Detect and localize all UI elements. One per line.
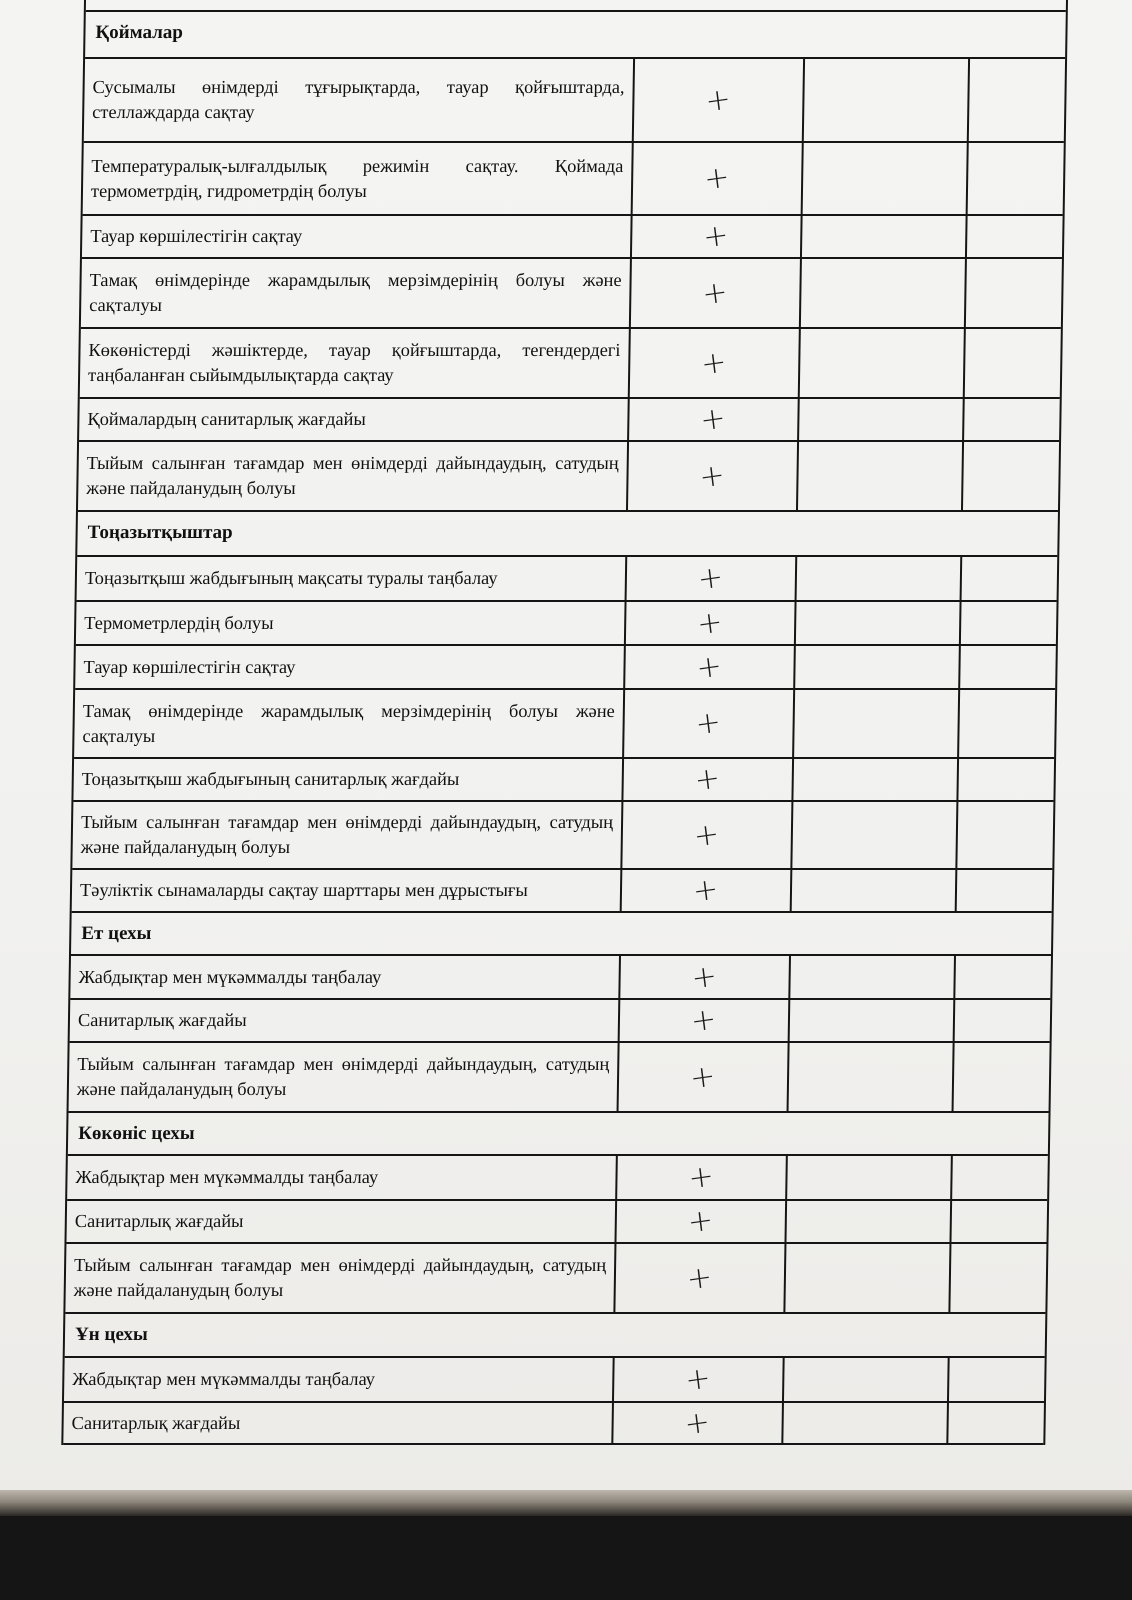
section-heading: Ұн цехы [65, 1314, 1046, 1358]
handwritten-plus-mark: + [695, 603, 725, 643]
empty-cell [791, 759, 957, 800]
empty-cell [955, 802, 1053, 868]
compliance-mark-cell [615, 1156, 786, 1199]
table-row [74, 690, 1055, 759]
empty-cell [788, 956, 954, 998]
empty-cell [952, 1043, 1050, 1111]
table-row [83, 143, 1064, 216]
empty-cell [957, 690, 1055, 757]
checklist-table [61, 0, 1068, 1445]
table-row [80, 329, 1061, 399]
requirement-text: Сусымалы өнімдерді тұғырықтарда, тауар қойғыштарда, стеллаждарда сақтау [92, 77, 625, 122]
handwritten-plus-mark: + [702, 159, 732, 198]
handwritten-plus-mark: + [693, 760, 723, 799]
requirement-cell [63, 1403, 612, 1443]
requirement-cell [70, 956, 619, 998]
table-row [70, 956, 1051, 1000]
table-row [64, 1358, 1045, 1403]
compliance-mark-cell [613, 1244, 784, 1312]
requirement-text: Қоймалардың санитарлық жағдайы [87, 409, 366, 429]
requirement-text: Термометрлердің болуы [84, 612, 274, 633]
table-row [84, 59, 1065, 143]
requirement-cell [67, 1156, 616, 1199]
empty-cell [800, 216, 966, 257]
empty-cell [949, 1201, 1047, 1242]
empty-cell [793, 646, 959, 688]
empty-cell [797, 399, 963, 440]
compliance-mark-cell [617, 1043, 788, 1111]
empty-cell [782, 1358, 948, 1401]
empty-cell [790, 870, 956, 911]
requirement-text: Тауар көршілестігін сақтау [83, 656, 296, 677]
requirement-cell [75, 646, 624, 688]
empty-cell [967, 59, 1065, 141]
requirement-cell [73, 759, 622, 800]
handwritten-plus-mark: + [697, 456, 728, 496]
handwritten-plus-mark: + [703, 80, 734, 120]
handwritten-plus-mark: + [686, 1158, 717, 1197]
requirement-text: Тыйым салынған тағамдар мен өнімдерді дайындаудың, сатудың және пайдаланудың болуы [86, 453, 619, 498]
page-bottom-edge [0, 1490, 1132, 1516]
empty-cell [946, 1403, 1044, 1443]
empty-cell [966, 143, 1064, 214]
requirement-cell [80, 329, 629, 397]
table-row [70, 1000, 1051, 1043]
compliance-mark-cell [626, 442, 797, 510]
empty-cell [950, 1156, 1048, 1199]
compliance-mark-cell [612, 1358, 783, 1401]
requirement-text: Температуралық-ылғалдылық режимін сақтау. Қоймада термометрдің, гидрометрдің болуы [90, 155, 624, 201]
section-heading: Көкөніс цехы [68, 1113, 1049, 1156]
compliance-mark-cell [629, 259, 800, 327]
handwritten-plus-mark: + [700, 273, 731, 313]
requirement-cell [70, 1000, 619, 1041]
compliance-mark-cell [620, 802, 791, 868]
compliance-mark-cell [614, 1201, 785, 1242]
requirement-cell [69, 1043, 618, 1111]
empty-cell [798, 329, 964, 397]
handwritten-plus-mark: + [690, 957, 720, 997]
requirement-cell [64, 1358, 613, 1401]
requirement-cell [78, 442, 627, 510]
table-row [81, 259, 1062, 329]
table-row [79, 399, 1060, 442]
compliance-mark-cell [630, 216, 801, 257]
empty-cell [960, 557, 1058, 600]
empty-cell [783, 1244, 949, 1312]
empty-cell [962, 399, 1060, 440]
empty-cell [947, 1358, 1045, 1401]
compliance-mark-cell [618, 956, 789, 998]
requirement-cell [77, 557, 626, 600]
table-row [78, 442, 1059, 512]
empty-cell [802, 59, 968, 141]
empty-cell [953, 956, 1051, 998]
handwritten-plus-mark: + [685, 1258, 715, 1298]
table-row [67, 1156, 1048, 1201]
requirement-text: Тәуліктік сынамаларды сақтау шарттары мен дұрыстығы [79, 880, 529, 900]
requirement-text: Санитарлық жағдайы [74, 1211, 244, 1231]
table-row [75, 646, 1056, 690]
table-row [66, 1201, 1047, 1244]
empty-cell [958, 646, 1056, 688]
empty-cell [961, 442, 1059, 510]
table-row [73, 759, 1054, 802]
requirement-cell [65, 1244, 614, 1312]
requirement-cell [79, 399, 628, 440]
section-heading: Тоңазытқыштар [77, 512, 1058, 557]
requirement-cell [84, 59, 633, 141]
compliance-mark-cell [632, 59, 803, 141]
previous-row-stub [86, 0, 1066, 12]
empty-cell [959, 602, 1057, 644]
handwritten-plus-mark: + [689, 1001, 719, 1040]
empty-cell [965, 216, 1063, 257]
handwritten-plus-mark: + [698, 400, 729, 439]
compliance-mark-cell [621, 759, 792, 800]
requirement-cell [82, 216, 631, 257]
empty-cell [964, 259, 1062, 327]
requirement-cell [74, 690, 623, 757]
requirement-text: Тамақ өнімдерінде жарамдылық мерзімдерінің болуы және сақталуы [89, 270, 622, 315]
handwritten-plus-mark: + [683, 1360, 713, 1399]
empty-cell [953, 1000, 1051, 1041]
compliance-mark-cell [624, 602, 795, 644]
handwritten-plus-mark: + [682, 1403, 713, 1443]
requirement-text: Жабдықтар мен мүкәммалды таңбалау [75, 1167, 379, 1187]
table-row [72, 802, 1053, 870]
empty-cell [784, 1201, 950, 1242]
requirement-text: Санитарлық жағдайы [71, 1412, 241, 1433]
table-row [82, 216, 1063, 259]
section-heading: Қоймалар [85, 12, 1066, 59]
requirement-text: Тамақ өнімдерінде жарамдылық мерзімдерінің болуы және сақталуы [82, 700, 615, 746]
compliance-mark-cell [618, 1000, 789, 1041]
handwritten-plus-mark: + [693, 704, 724, 743]
handwritten-plus-mark: + [692, 815, 722, 855]
requirement-text: Санитарлық жағдайы [77, 1010, 247, 1030]
empty-cell [787, 1043, 953, 1111]
requirement-text: Көкөністерді жәшіктерде, тауар қойғыштарда, тегендердегі таңбаланған сыйымдылықтарда сақтау [87, 340, 621, 385]
table-row [72, 870, 1053, 913]
empty-cell [781, 1403, 947, 1443]
requirement-text: Тоңазытқыш жабдығының мақсаты туралы таңбалау [84, 568, 498, 588]
empty-cell [799, 259, 965, 327]
empty-cell [963, 329, 1061, 397]
compliance-mark-cell [620, 870, 791, 911]
table-row [77, 557, 1058, 602]
empty-cell [788, 1000, 954, 1041]
requirement-text: Тауар көршілестігін сақтау [90, 226, 303, 246]
compliance-mark-cell [631, 143, 802, 214]
compliance-mark-cell [628, 329, 799, 397]
handwritten-plus-mark: + [694, 647, 725, 687]
handwritten-plus-mark: + [688, 1057, 718, 1097]
table-row [69, 1043, 1050, 1113]
compliance-mark-cell [622, 690, 793, 757]
empty-cell [956, 759, 1054, 800]
handwritten-plus-mark: + [696, 559, 726, 598]
requirement-cell [81, 259, 630, 327]
requirement-text: Тыйым салынған тағамдар мен өнімдерді дайындаудың, сатудың және пайдаланудың болуы [73, 1255, 607, 1300]
empty-cell [794, 602, 960, 644]
empty-cell [795, 557, 961, 600]
empty-cell [790, 802, 956, 868]
handwritten-plus-mark: + [686, 1202, 716, 1241]
handwritten-plus-mark: + [699, 343, 729, 383]
handwritten-plus-mark: + [691, 871, 721, 910]
compliance-mark-cell [627, 399, 798, 440]
requirement-text: Жабдықтар мен мүкәммалды таңбалау [78, 966, 382, 987]
requirement-cell [72, 802, 621, 868]
table-row [63, 1403, 1044, 1445]
handwritten-plus-mark: + [701, 217, 731, 256]
requirement-text: Тоңазытқыш жабдығының санитарлық жағдайы [81, 769, 460, 789]
empty-cell [955, 870, 1053, 911]
compliance-mark-cell [611, 1403, 782, 1443]
empty-cell [796, 442, 962, 510]
requirement-cell [76, 602, 625, 644]
empty-cell [948, 1244, 1046, 1312]
empty-cell [801, 143, 967, 214]
empty-cell [785, 1156, 951, 1199]
table-row [76, 602, 1057, 646]
requirement-cell [66, 1201, 615, 1242]
table-row [65, 1244, 1046, 1314]
requirement-text: Жабдықтар мен мүкәммалды таңбалау [72, 1369, 376, 1389]
section-heading: Ет цехы [71, 913, 1052, 956]
compliance-mark-cell [625, 557, 796, 600]
compliance-mark-cell [623, 646, 794, 688]
requirement-cell [83, 143, 632, 214]
requirement-text: Тыйым салынған тағамдар мен өнімдерді дайындаудың, сатудың және пайдаланудың болуы [80, 812, 614, 857]
requirement-cell [72, 870, 621, 911]
requirement-text: Тыйым салынған тағамдар мен өнімдерді дайындаудың, сатудың және пайдаланудың болуы [76, 1054, 610, 1099]
empty-cell [792, 690, 958, 757]
